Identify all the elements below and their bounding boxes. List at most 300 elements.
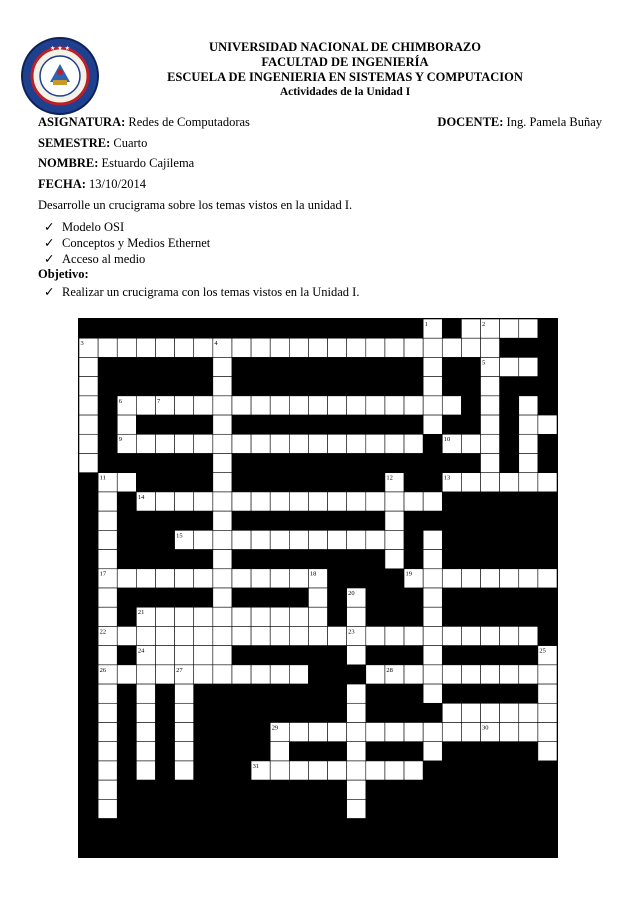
- crossword-cell[interactable]: [79, 357, 98, 376]
- crossword-cell[interactable]: [423, 492, 442, 511]
- crossword-cell[interactable]: [385, 396, 404, 415]
- crossword-cell[interactable]: [270, 761, 289, 780]
- crossword-cell[interactable]: [385, 338, 404, 357]
- crossword-block: [404, 454, 423, 473]
- crossword-cell[interactable]: [423, 723, 442, 742]
- crossword-cell[interactable]: [175, 434, 194, 453]
- check-icon: ✓: [44, 220, 55, 234]
- crossword-cell[interactable]: [194, 338, 213, 357]
- crossword-cell[interactable]: [519, 626, 538, 645]
- crossword-cell[interactable]: [270, 338, 289, 357]
- clue-number: 8: [539, 397, 543, 405]
- crossword-cell[interactable]: [404, 761, 423, 780]
- crossword-cell[interactable]: [347, 530, 366, 549]
- crossword-cell[interactable]: [519, 723, 538, 742]
- crossword-cell[interactable]: [213, 434, 232, 453]
- crossword-cell[interactable]: [194, 665, 213, 684]
- crossword-cell[interactable]: [251, 665, 270, 684]
- crossword-cell[interactable]: [423, 588, 442, 607]
- crossword-cell[interactable]: [423, 338, 442, 357]
- crossword-cell[interactable]: [423, 530, 442, 549]
- crossword-cell[interactable]: [117, 473, 136, 492]
- crossword-cell[interactable]: [366, 434, 385, 453]
- crossword-cell[interactable]: [232, 569, 251, 588]
- crossword-cell[interactable]: [136, 723, 155, 742]
- crossword-cell[interactable]: [404, 492, 423, 511]
- crossword-cell[interactable]: [98, 607, 117, 626]
- crossword-cell[interactable]: [366, 665, 385, 684]
- crossword-block: [98, 377, 117, 396]
- crossword-cell[interactable]: [289, 723, 308, 742]
- crossword-cell[interactable]: [270, 492, 289, 511]
- crossword-cell[interactable]: [385, 492, 404, 511]
- crossword-cell[interactable]: [155, 665, 174, 684]
- crossword-cell[interactable]: [98, 338, 117, 357]
- crossword-cell[interactable]: [347, 607, 366, 626]
- crossword-cell[interactable]: [251, 626, 270, 645]
- clue-number: 13: [443, 474, 451, 482]
- crossword-cell[interactable]: [500, 665, 519, 684]
- crossword-cell[interactable]: [155, 626, 174, 645]
- crossword-cell[interactable]: [194, 626, 213, 645]
- crossword-block: [232, 646, 251, 665]
- crossword-cell[interactable]: [385, 511, 404, 530]
- crossword-cell[interactable]: [347, 338, 366, 357]
- crossword-cell[interactable]: [175, 723, 194, 742]
- crossword-block: [519, 588, 538, 607]
- crossword-cell[interactable]: [289, 396, 308, 415]
- crossword-cell[interactable]: [194, 569, 213, 588]
- crossword-cell[interactable]: [328, 723, 347, 742]
- crossword-cell[interactable]: [481, 665, 500, 684]
- crossword-cell[interactable]: [98, 511, 117, 530]
- crossword-cell[interactable]: [423, 396, 442, 415]
- crossword-cell[interactable]: [423, 742, 442, 761]
- crossword-cell[interactable]: [270, 626, 289, 645]
- crossword-cell[interactable]: [251, 434, 270, 453]
- crossword-cell[interactable]: [366, 492, 385, 511]
- crossword-cell[interactable]: [270, 607, 289, 626]
- crossword-cell[interactable]: [461, 665, 480, 684]
- crossword-cell[interactable]: [423, 415, 442, 434]
- crossword-cell[interactable]: [461, 569, 480, 588]
- crossword-block: [117, 550, 136, 569]
- crossword-cell[interactable]: [136, 626, 155, 645]
- crossword-cell[interactable]: [175, 607, 194, 626]
- crossword-cell[interactable]: [423, 377, 442, 396]
- crossword-cell[interactable]: [213, 607, 232, 626]
- crossword-cell[interactable]: [328, 626, 347, 645]
- crossword-block: [251, 646, 270, 665]
- crossword-block: [385, 838, 404, 857]
- clue-number: 21: [137, 609, 145, 617]
- crossword-cell[interactable]: [519, 319, 538, 338]
- crossword-cell[interactable]: [308, 723, 327, 742]
- crossword-cell[interactable]: [194, 646, 213, 665]
- crossword-cell[interactable]: [423, 684, 442, 703]
- crossword-cell[interactable]: [442, 396, 461, 415]
- crossword-cell[interactable]: [213, 454, 232, 473]
- crossword-cell[interactable]: [308, 530, 327, 549]
- crossword-cell[interactable]: [519, 665, 538, 684]
- crossword-cell[interactable]: [423, 550, 442, 569]
- crossword-cell[interactable]: [538, 742, 557, 761]
- crossword-cell[interactable]: [347, 780, 366, 799]
- crossword-cell[interactable]: [481, 377, 500, 396]
- crossword-cell[interactable]: [328, 530, 347, 549]
- crossword-cell[interactable]: [308, 338, 327, 357]
- crossword-cell[interactable]: [461, 319, 480, 338]
- crossword-cell[interactable]: [232, 530, 251, 549]
- crossword-block: [385, 569, 404, 588]
- crossword-cell[interactable]: [98, 492, 117, 511]
- crossword-cell[interactable]: [385, 530, 404, 549]
- crossword-cell[interactable]: [385, 761, 404, 780]
- crossword-cell[interactable]: [194, 434, 213, 453]
- crossword-cell[interactable]: [98, 530, 117, 549]
- crossword-cell[interactable]: [442, 665, 461, 684]
- crossword-cell[interactable]: [519, 357, 538, 376]
- crossword-cell[interactable]: [270, 569, 289, 588]
- crossword-cell[interactable]: [442, 338, 461, 357]
- crossword-cell[interactable]: [385, 723, 404, 742]
- crossword-cell[interactable]: [98, 550, 117, 569]
- crossword-cell[interactable]: [366, 626, 385, 645]
- crossword-cell[interactable]: [519, 703, 538, 722]
- crossword-cell[interactable]: [423, 626, 442, 645]
- crossword-cell[interactable]: [519, 396, 538, 415]
- crossword-cell[interactable]: [155, 569, 174, 588]
- clue-number: 18: [309, 570, 317, 578]
- crossword-cell[interactable]: [136, 338, 155, 357]
- crossword-cell[interactable]: [194, 396, 213, 415]
- crossword-cell[interactable]: [232, 665, 251, 684]
- crossword-cell[interactable]: [461, 723, 480, 742]
- crossword-cell[interactable]: [213, 569, 232, 588]
- crossword-cell[interactable]: [117, 338, 136, 357]
- crossword-block: [194, 473, 213, 492]
- crossword-cell[interactable]: [385, 626, 404, 645]
- crossword-cell[interactable]: [442, 723, 461, 742]
- crossword-cell[interactable]: [136, 665, 155, 684]
- crossword-cell[interactable]: [538, 703, 557, 722]
- crossword-cell[interactable]: [347, 742, 366, 761]
- crossword-cell[interactable]: [194, 492, 213, 511]
- crossword-cell[interactable]: [347, 703, 366, 722]
- crossword-cell[interactable]: [270, 665, 289, 684]
- crossword-cell[interactable]: [423, 665, 442, 684]
- crossword-cell[interactable]: [519, 569, 538, 588]
- crossword-cell[interactable]: [232, 434, 251, 453]
- crossword-cell[interactable]: [79, 377, 98, 396]
- crossword-cell[interactable]: [481, 338, 500, 357]
- crossword-cell[interactable]: [423, 569, 442, 588]
- crossword-cell[interactable]: [289, 569, 308, 588]
- crossword-cell[interactable]: [481, 396, 500, 415]
- crossword-cell[interactable]: [481, 434, 500, 453]
- crossword-cell[interactable]: [366, 761, 385, 780]
- crossword-cell[interactable]: [308, 492, 327, 511]
- crossword-block: [79, 684, 98, 703]
- crossword-cell[interactable]: [155, 492, 174, 511]
- crossword-cell[interactable]: [347, 684, 366, 703]
- crossword-cell[interactable]: [117, 665, 136, 684]
- crossword-block: [538, 434, 557, 453]
- crossword-cell[interactable]: [251, 492, 270, 511]
- crossword-block: [347, 415, 366, 434]
- crossword-cell[interactable]: [136, 761, 155, 780]
- crossword-cell[interactable]: [136, 434, 155, 453]
- crossword-cell[interactable]: [98, 684, 117, 703]
- crossword-block: [538, 819, 557, 838]
- crossword-cell[interactable]: [308, 626, 327, 645]
- crossword-cell[interactable]: [270, 530, 289, 549]
- crossword-cell[interactable]: [213, 626, 232, 645]
- crossword-block: [251, 550, 270, 569]
- crossword-cell[interactable]: [328, 338, 347, 357]
- crossword-cell[interactable]: [213, 377, 232, 396]
- crossword-cell[interactable]: [79, 396, 98, 415]
- crossword-block: [136, 799, 155, 818]
- crossword-block: [519, 492, 538, 511]
- clue-number: 17: [99, 570, 107, 578]
- crossword-cell[interactable]: [194, 607, 213, 626]
- crossword-cell[interactable]: [136, 703, 155, 722]
- crossword-cell[interactable]: [175, 684, 194, 703]
- crossword-cell[interactable]: [423, 357, 442, 376]
- crossword-cell[interactable]: [519, 415, 538, 434]
- crossword-cell[interactable]: [308, 434, 327, 453]
- crossword-cell[interactable]: [308, 588, 327, 607]
- crossword-cell[interactable]: [213, 665, 232, 684]
- crossword-cell[interactable]: [213, 530, 232, 549]
- crossword-cell[interactable]: [461, 434, 480, 453]
- crossword-cell[interactable]: [98, 780, 117, 799]
- crossword-cell[interactable]: [481, 454, 500, 473]
- crossword-block: [538, 550, 557, 569]
- crossword-block: [270, 588, 289, 607]
- crossword-cell[interactable]: [79, 454, 98, 473]
- crossword-cell[interactable]: [328, 761, 347, 780]
- crossword-cell[interactable]: [461, 338, 480, 357]
- crossword-block: [270, 415, 289, 434]
- crossword-cell[interactable]: [289, 434, 308, 453]
- crossword-cell[interactable]: [500, 319, 519, 338]
- crossword-cell[interactable]: [213, 588, 232, 607]
- crossword-block: [117, 838, 136, 857]
- crossword-cell[interactable]: [155, 607, 174, 626]
- crossword-cell[interactable]: [538, 415, 557, 434]
- crossword-cell[interactable]: [136, 396, 155, 415]
- crossword-cell[interactable]: [366, 338, 385, 357]
- crossword-cell[interactable]: [175, 742, 194, 761]
- crossword-cell[interactable]: [117, 626, 136, 645]
- crossword-cell[interactable]: [136, 569, 155, 588]
- crossword-cell[interactable]: [79, 434, 98, 453]
- crossword-cell[interactable]: [251, 396, 270, 415]
- crossword-cell[interactable]: [117, 415, 136, 434]
- crossword-cell[interactable]: [481, 569, 500, 588]
- crossword-cell[interactable]: [136, 742, 155, 761]
- crossword-cell[interactable]: [328, 492, 347, 511]
- crossword-cell[interactable]: [500, 723, 519, 742]
- crossword-block: [175, 377, 194, 396]
- crossword-cell[interactable]: [328, 434, 347, 453]
- crossword-block: [289, 838, 308, 857]
- crossword-cell[interactable]: [404, 626, 423, 645]
- crossword-cell[interactable]: [423, 607, 442, 626]
- crossword-cell[interactable]: [347, 646, 366, 665]
- crossword-block: [289, 799, 308, 818]
- crossword-cell[interactable]: [347, 799, 366, 818]
- crossword-cell[interactable]: [308, 396, 327, 415]
- crossword-cell[interactable]: [461, 473, 480, 492]
- crossword-cell[interactable]: [251, 530, 270, 549]
- crossword-cell[interactable]: [347, 492, 366, 511]
- crossword-block: [79, 780, 98, 799]
- crossword-cell[interactable]: [175, 761, 194, 780]
- crossword-cell[interactable]: [175, 569, 194, 588]
- crossword-cell[interactable]: [213, 415, 232, 434]
- crossword-cell[interactable]: [404, 665, 423, 684]
- crossword-cell[interactable]: [213, 357, 232, 376]
- crossword-cell[interactable]: [519, 434, 538, 453]
- crossword-cell[interactable]: [481, 415, 500, 434]
- crossword-cell[interactable]: [385, 434, 404, 453]
- crossword-cell[interactable]: [175, 492, 194, 511]
- crossword-cell[interactable]: [500, 473, 519, 492]
- crossword-block: [308, 703, 327, 722]
- crossword-block: [251, 473, 270, 492]
- crossword-cell[interactable]: [213, 473, 232, 492]
- crossword-cell[interactable]: [213, 492, 232, 511]
- crossword-cell[interactable]: [328, 396, 347, 415]
- clue-number: 12: [386, 474, 393, 482]
- crossword-cell[interactable]: [79, 415, 98, 434]
- crossword-cell[interactable]: [308, 607, 327, 626]
- crossword-cell[interactable]: [232, 492, 251, 511]
- crossword-block: [194, 684, 213, 703]
- crossword-cell[interactable]: [136, 684, 155, 703]
- crossword-cell[interactable]: [289, 530, 308, 549]
- crossword-block: [385, 588, 404, 607]
- crossword-cell[interactable]: [289, 338, 308, 357]
- crossword-cell[interactable]: [117, 569, 136, 588]
- crossword-cell[interactable]: [213, 511, 232, 530]
- crossword-cell[interactable]: [385, 550, 404, 569]
- crossword-cell[interactable]: [155, 646, 174, 665]
- crossword-cell[interactable]: [347, 396, 366, 415]
- crossword-cell[interactable]: [538, 569, 557, 588]
- crossword-cell[interactable]: [538, 684, 557, 703]
- crossword-cell[interactable]: [98, 588, 117, 607]
- crossword-cell[interactable]: [500, 703, 519, 722]
- crossword-cell[interactable]: [98, 723, 117, 742]
- crossword-cell[interactable]: [232, 338, 251, 357]
- crossword-cell[interactable]: [366, 723, 385, 742]
- crossword-cell[interactable]: [442, 569, 461, 588]
- crossword-cell[interactable]: [347, 723, 366, 742]
- crossword-cell[interactable]: [98, 703, 117, 722]
- crossword-cell[interactable]: [500, 626, 519, 645]
- crossword-cell[interactable]: [481, 626, 500, 645]
- crossword-cell[interactable]: [155, 434, 174, 453]
- crossword-cell[interactable]: [366, 530, 385, 549]
- crossword-cell[interactable]: [538, 723, 557, 742]
- crossword-cell[interactable]: [289, 761, 308, 780]
- crossword-cell[interactable]: [232, 607, 251, 626]
- crossword-cell[interactable]: [481, 473, 500, 492]
- crossword-cell[interactable]: [175, 646, 194, 665]
- crossword-cell[interactable]: [232, 396, 251, 415]
- crossword-cell[interactable]: [270, 434, 289, 453]
- crossword-cell[interactable]: [404, 338, 423, 357]
- crossword-cell[interactable]: [289, 607, 308, 626]
- crossword-cell[interactable]: [461, 703, 480, 722]
- crossword-cell[interactable]: [308, 761, 327, 780]
- crossword-cell[interactable]: [423, 646, 442, 665]
- crossword-cell[interactable]: [98, 742, 117, 761]
- crossword-cell[interactable]: [500, 569, 519, 588]
- crossword-block: [366, 569, 385, 588]
- crossword-cell[interactable]: [213, 646, 232, 665]
- crossword-cell[interactable]: [251, 338, 270, 357]
- crossword-cell[interactable]: [538, 665, 557, 684]
- crossword-cell[interactable]: [289, 665, 308, 684]
- crossword-cell[interactable]: [251, 569, 270, 588]
- crossword-cell[interactable]: [251, 607, 270, 626]
- crossword-cell[interactable]: [538, 473, 557, 492]
- crossword-cell[interactable]: [175, 396, 194, 415]
- crossword-cell[interactable]: [404, 396, 423, 415]
- crossword-cell[interactable]: [461, 626, 480, 645]
- crossword-cell[interactable]: [98, 761, 117, 780]
- crossword-cell[interactable]: [289, 626, 308, 645]
- crossword-cell[interactable]: [404, 434, 423, 453]
- crossword-block: [136, 838, 155, 857]
- crossword-cell[interactable]: [519, 454, 538, 473]
- crossword-cell[interactable]: [442, 626, 461, 645]
- crossword-cell[interactable]: [500, 357, 519, 376]
- crossword-cell[interactable]: [519, 473, 538, 492]
- crossword-cell[interactable]: [347, 761, 366, 780]
- crossword-cell[interactable]: [175, 703, 194, 722]
- crossword-cell[interactable]: [366, 396, 385, 415]
- crossword-cell[interactable]: [289, 492, 308, 511]
- crossword-cell[interactable]: [481, 703, 500, 722]
- crossword-cell[interactable]: [194, 530, 213, 549]
- docente-value: Ing. Pamela Buñay: [506, 115, 602, 129]
- crossword-cell[interactable]: [98, 799, 117, 818]
- crossword-cell[interactable]: [442, 703, 461, 722]
- clue-number: 26: [99, 666, 107, 674]
- crossword-cell[interactable]: [213, 550, 232, 569]
- crossword-cell[interactable]: [98, 646, 117, 665]
- crossword-cell[interactable]: [213, 396, 232, 415]
- crossword-cell[interactable]: [270, 742, 289, 761]
- clue-number: 31: [252, 762, 260, 770]
- crossword-cell[interactable]: [404, 723, 423, 742]
- crossword-cell[interactable]: [270, 396, 289, 415]
- crossword-block: [423, 511, 442, 530]
- crossword-cell[interactable]: [155, 338, 174, 357]
- crossword-block: [117, 319, 136, 338]
- crossword-cell[interactable]: [175, 626, 194, 645]
- crossword-cell[interactable]: [175, 338, 194, 357]
- crossword-block: [461, 819, 480, 838]
- crossword-cell[interactable]: [232, 626, 251, 645]
- crossword-cell[interactable]: [347, 434, 366, 453]
